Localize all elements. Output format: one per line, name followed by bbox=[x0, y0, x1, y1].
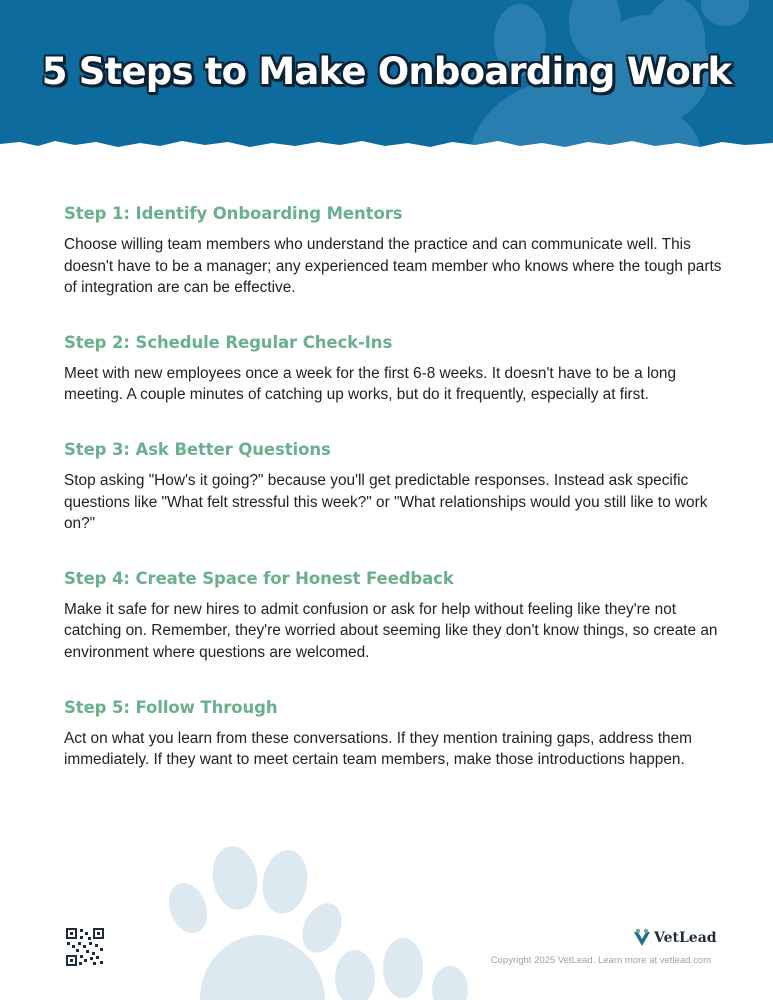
step-4 bbox=[64, 569, 724, 664]
step-body: Act on what you learn from these conversations. If they mention training gaps, address them immediately. If they want to meet certain team members, make those introductions happen. bbox=[64, 729, 692, 769]
torn-edge-divider bbox=[0, 130, 773, 156]
brand-name: VetLead bbox=[654, 930, 717, 946]
step-title: Step 1: Identify Onboarding Mentors bbox=[64, 204, 403, 223]
paw-print-icon bbox=[160, 840, 480, 1000]
step-title: Step 5: Follow Through bbox=[64, 697, 278, 717]
step-title: Step 4: Create Space for Honest Feedback bbox=[64, 568, 454, 588]
steps-list bbox=[64, 204, 724, 805]
step-body: Choose willing team members who understand the practice and can communicate well. This doesn't have to be a manager; any experienced team member who knows where the tough parts of integration are can be effective. bbox=[64, 236, 722, 297]
step-body: Stop asking "How's it going?" because you'll get predictable responses. Instead ask specific questions like "What felt stressful this week?" or "What relationships would you still like to work on?" bbox=[64, 471, 708, 533]
qr-code[interactable] bbox=[66, 928, 104, 966]
step-title: Step 3: Ask Better Questions bbox=[64, 439, 331, 459]
step-2 bbox=[64, 333, 724, 406]
vetlead-logo bbox=[632, 926, 717, 950]
step-5 bbox=[64, 698, 724, 771]
step-3 bbox=[64, 440, 724, 535]
step-body: Meet with new employees once a week for the first 6-8 weeks. It doesn't have to be a long meeting. A couple minutes of catching up works, but do it frequently, especially at first. bbox=[64, 364, 677, 404]
copyright-text: Copyright 2025 VetLead. Learn more at vetlead.com bbox=[490, 955, 711, 966]
step-body: Make it safe for new hires to admit confusion or ask for help without feeling like they're not catching on. Remember, they're worried about seeming like they don't know things, so create an environment where questions are welcomed. bbox=[64, 600, 718, 661]
vetlead-logo-icon bbox=[632, 928, 652, 948]
step-title: Step 2: Schedule Regular Check-Ins bbox=[64, 332, 393, 352]
page-title: 5 Steps to Make Onboarding Work bbox=[41, 50, 732, 93]
step-1 bbox=[64, 204, 724, 299]
